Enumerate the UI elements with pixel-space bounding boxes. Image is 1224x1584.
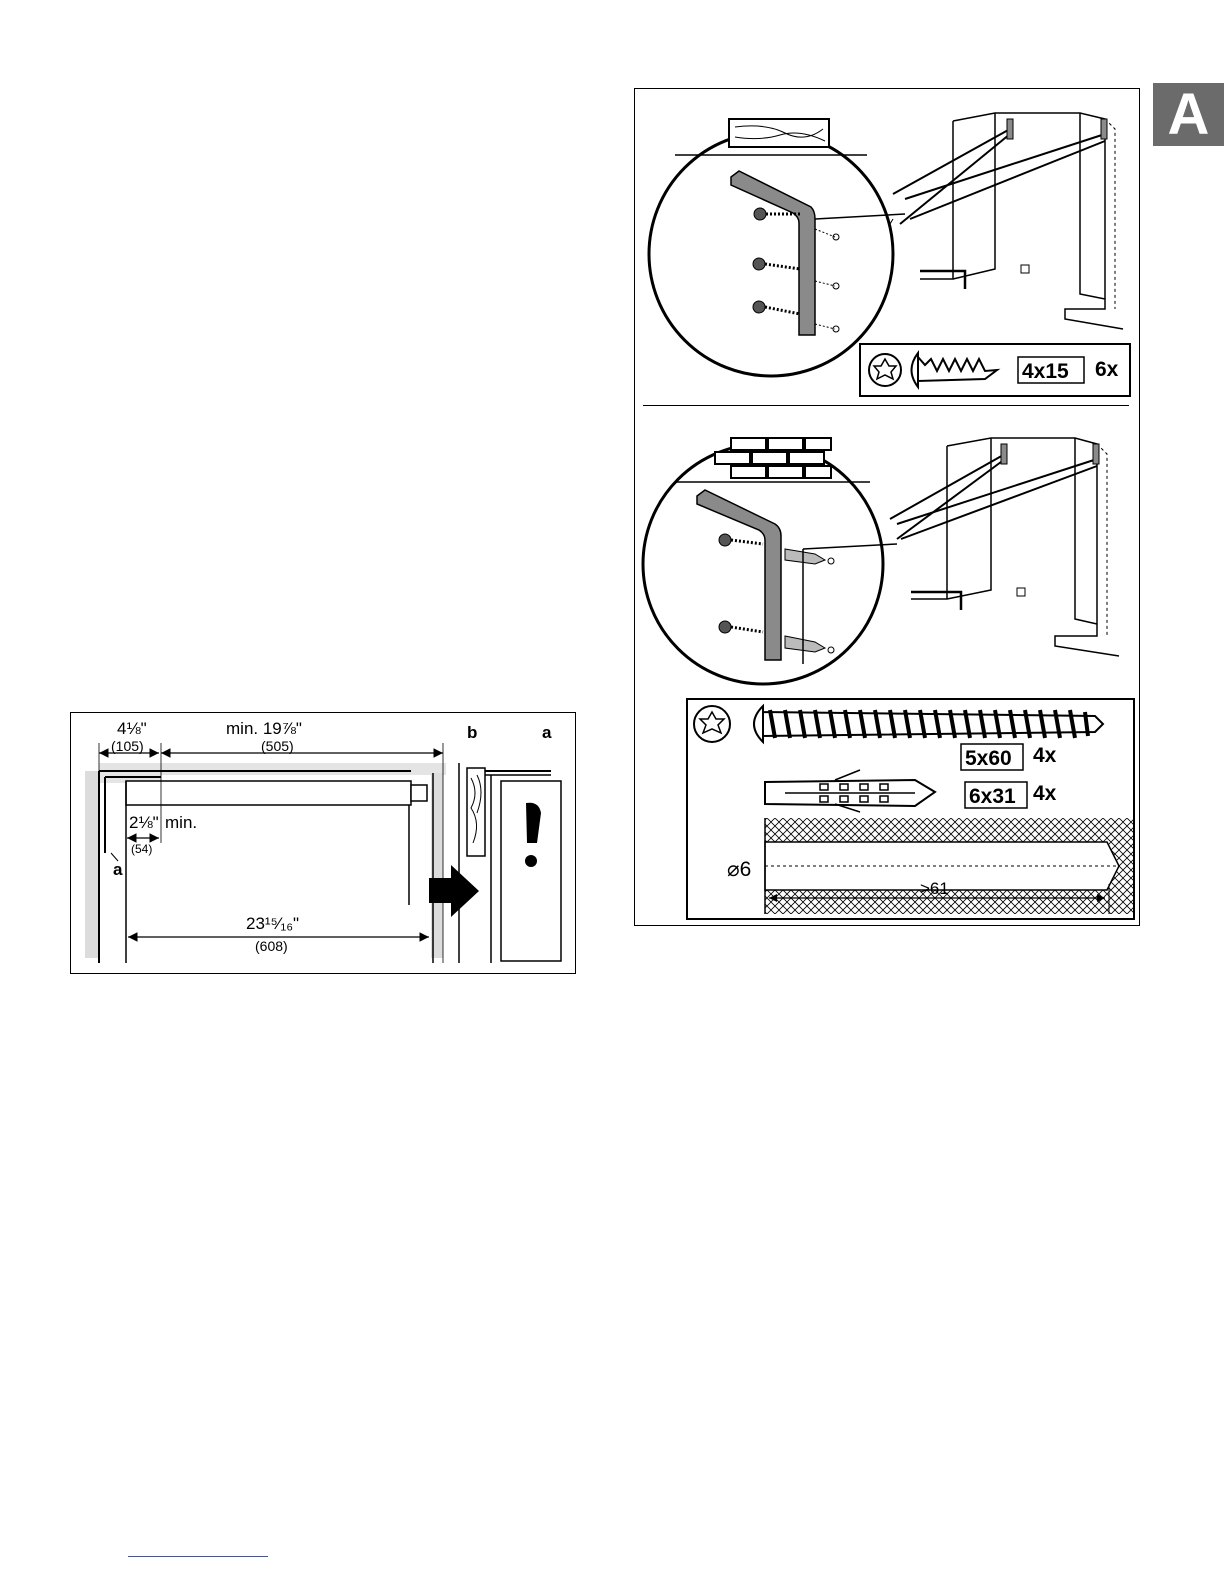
section-tab: A: [1153, 83, 1224, 146]
anchor-qty: 4x: [1033, 782, 1057, 805]
wood-screw-qty: 6x: [1095, 358, 1119, 381]
label-b: b: [467, 723, 478, 742]
clearance-diagram: [70, 712, 576, 974]
footer-link-underline: [128, 1556, 268, 1557]
wood-screw-size: 4x15: [1022, 360, 1069, 383]
drill-diameter: ⌀6: [727, 858, 752, 881]
anchor-size: 6x31: [969, 785, 1016, 808]
label-a-left: a: [113, 860, 123, 879]
brick-wall-icon: [715, 438, 831, 478]
wall-shading-left: [85, 771, 99, 958]
dim-gap-qualifier: min.: [165, 813, 198, 832]
masonry-mounting-diagram: [635, 414, 1138, 924]
cabinet-outline-masonry: [911, 438, 1119, 656]
label-a-right: a: [542, 723, 552, 742]
wood-board-icon: [729, 119, 829, 147]
dim-top-left-imperial: 4⅛": [117, 719, 147, 738]
wall-shading-top: [99, 763, 446, 783]
dim-bottom-metric: (608): [255, 938, 288, 954]
masonry-screw-size: 5x60: [965, 747, 1012, 770]
dim-gap-metric: (54): [131, 842, 153, 856]
masonry-screw-qty: 4x: [1033, 744, 1057, 767]
section-divider: [643, 405, 1129, 406]
drill-depth: >61: [920, 879, 949, 898]
mounting-diagrams-frame: [634, 88, 1140, 926]
wood-mounting-diagram: [635, 89, 1138, 407]
dim-top-left-metric: (105): [111, 738, 144, 754]
dim-top-right-metric: (505): [261, 738, 294, 754]
dim-gap-imperial: 2⅛": [129, 813, 159, 832]
dim-top-right-imperial: min. 19⅞": [226, 719, 302, 738]
dim-bottom-imperial: 23¹⁵⁄₁₆": [246, 914, 300, 933]
